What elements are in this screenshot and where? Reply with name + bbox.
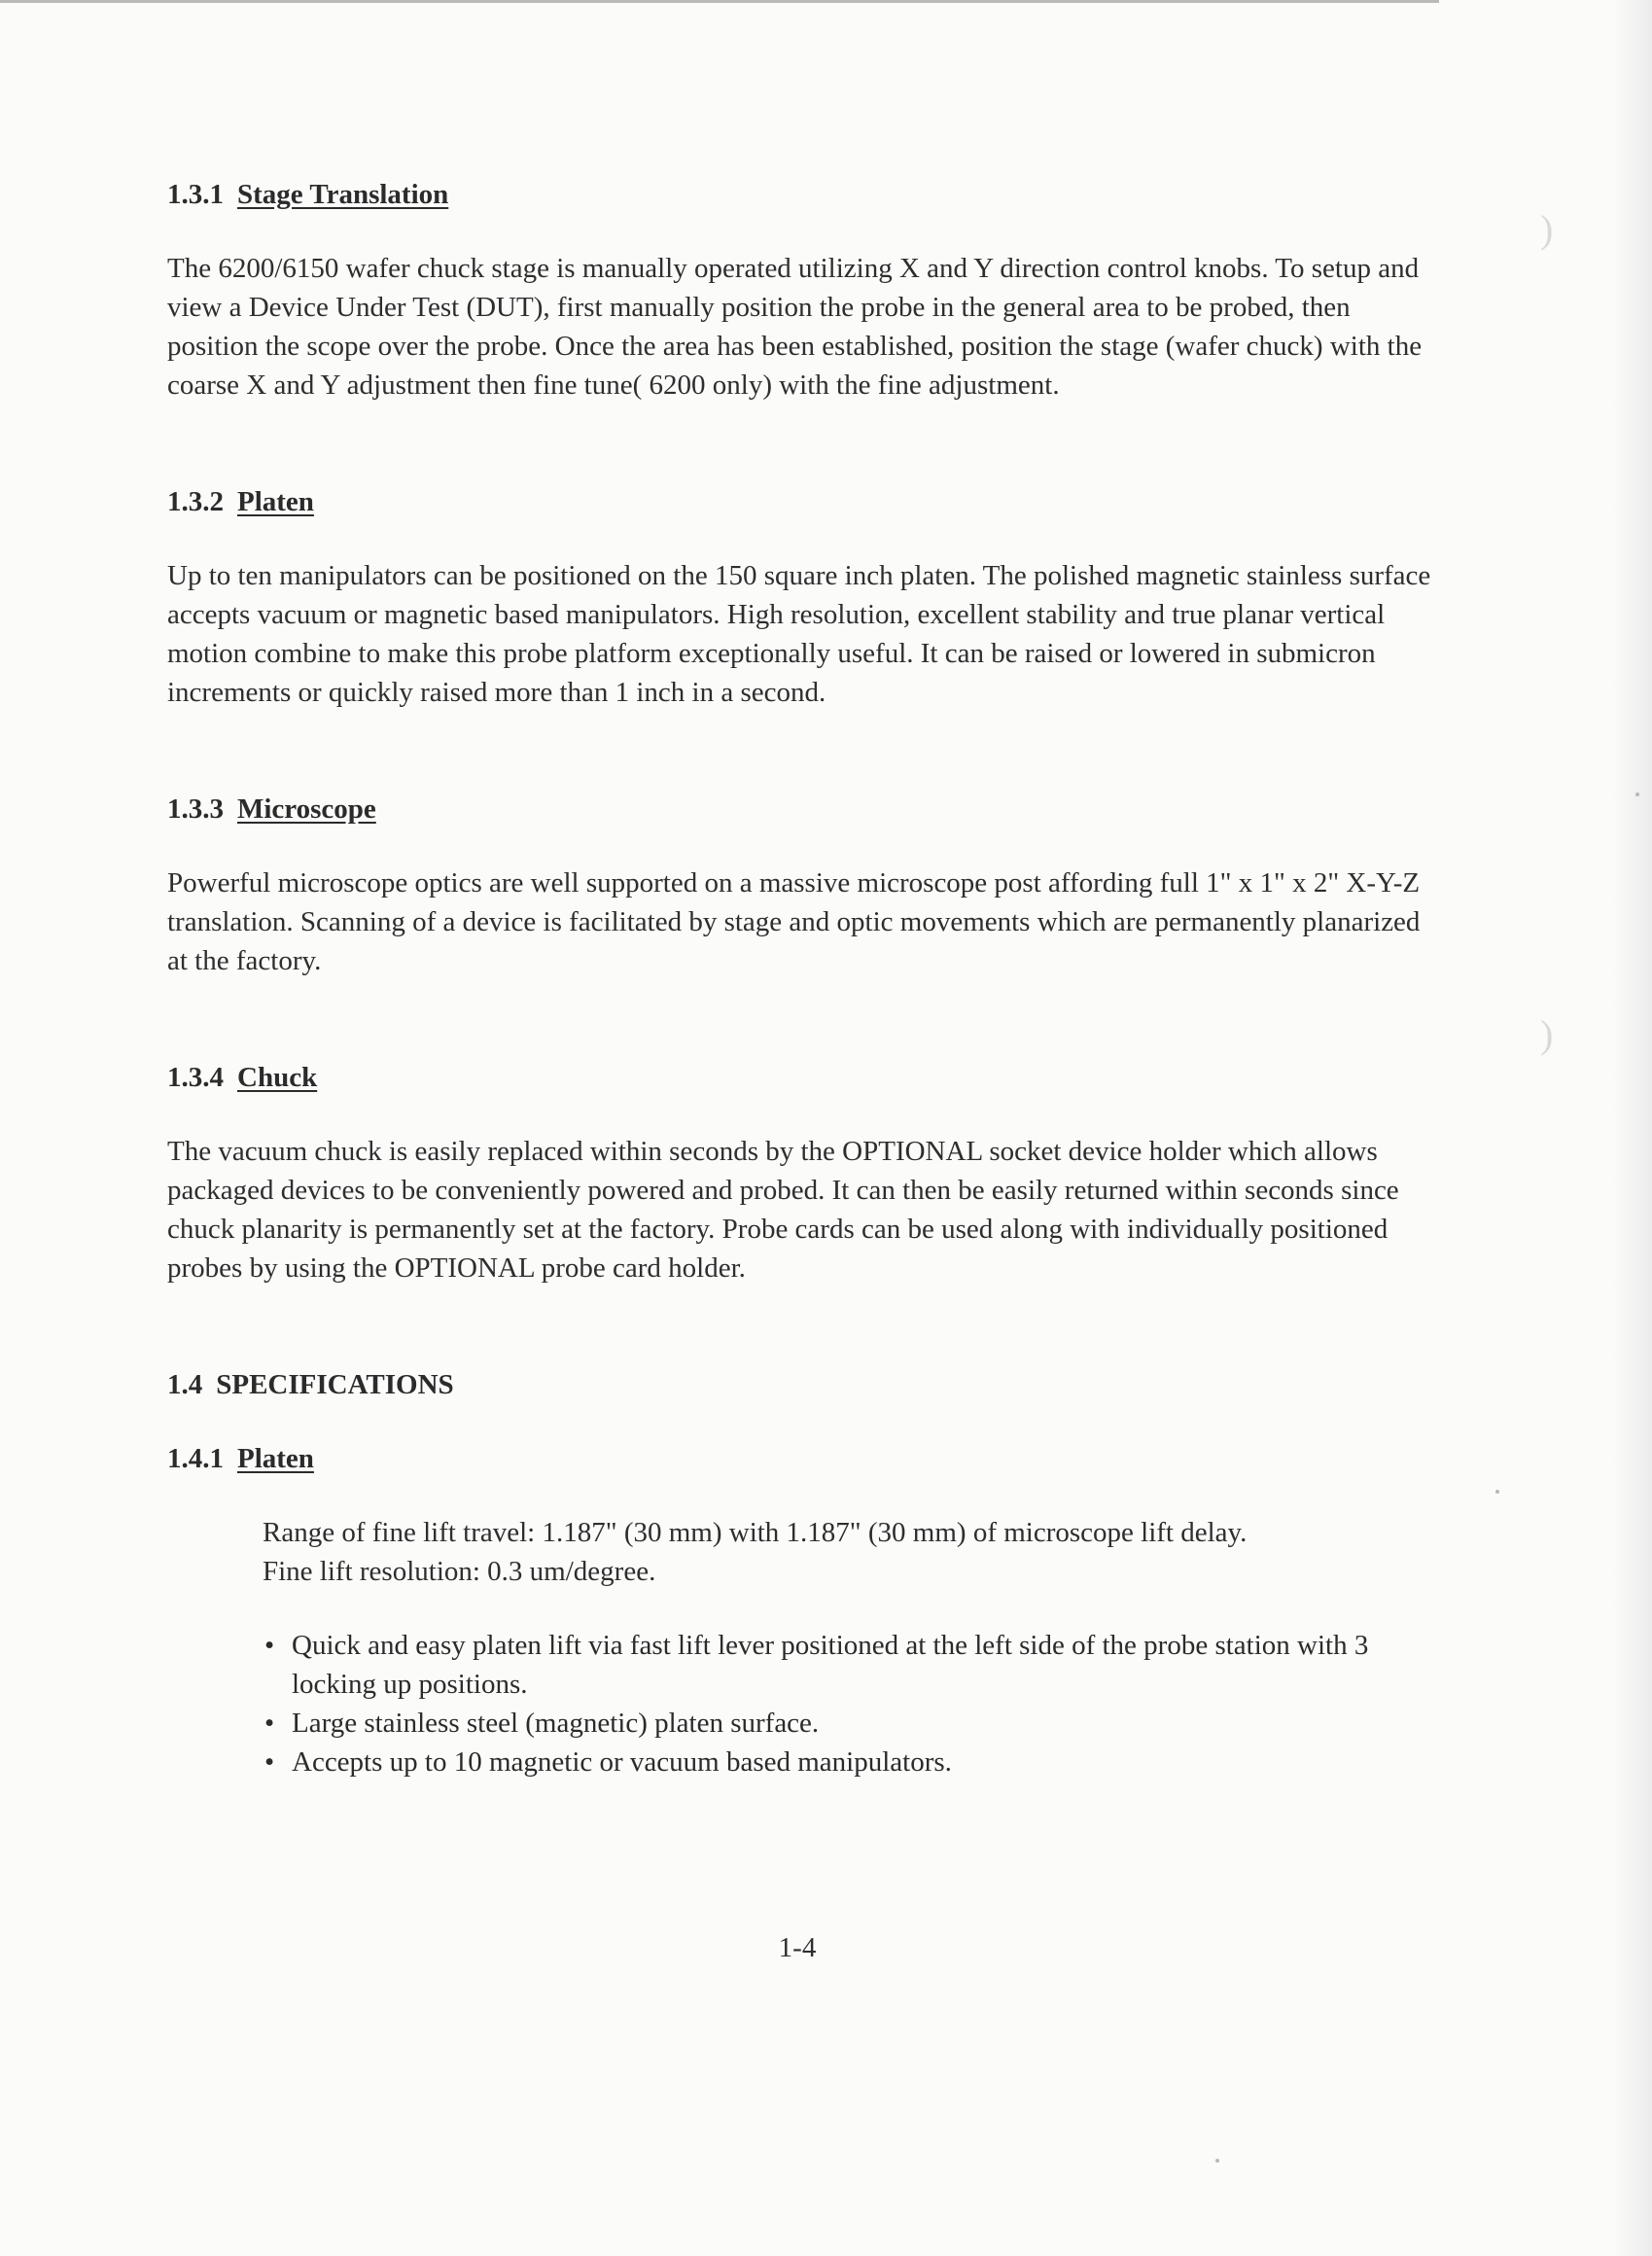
section-title: SPECIFICATIONS [216, 1369, 454, 1400]
scan-speck [1635, 793, 1639, 796]
list-item-text: Accepts up to 10 magnetic or vacuum based manipulators. [292, 1746, 952, 1778]
scan-artifact-mark: ) [1540, 207, 1554, 251]
bullet-icon: • [264, 1708, 275, 1739]
section-number: 1.4.1 [167, 1443, 224, 1474]
section-number: 1.4 [167, 1369, 203, 1400]
section-number: 1.3.3 [167, 793, 224, 825]
section-number: 1.3.4 [167, 1062, 224, 1093]
section-title: Chuck [237, 1062, 318, 1093]
scan-top-edge [0, 0, 1439, 3]
scan-right-edge [1613, 0, 1652, 2256]
section-number: 1.3.1 [167, 179, 224, 210]
list-item [263, 1626, 1431, 1704]
section-heading-1-3-2 [167, 482, 1431, 521]
spec-text-block [263, 1513, 1431, 1591]
section-paragraph: The 6200/6150 wafer chuck stage is manually operated utilizing X and Y direction control knobs. To setup and view a Device Under Test (DUT), first manually position the probe in the general area to be probed, then position the scope over the probe. Once the area has been established, position the stage (wafer chuck) with the coarse X and Y adjustment then fine tune( 6200 only) with the fine adjustment. [167, 253, 1423, 401]
section-heading-1-4 [167, 1365, 1431, 1404]
spec-bullet-list [263, 1626, 1431, 1781]
section-title: Platen [237, 1443, 314, 1474]
document-body [167, 175, 1431, 1781]
bullet-icon: • [264, 1630, 275, 1661]
list-item [263, 1704, 1431, 1743]
section-number: 1.3.2 [167, 486, 224, 517]
list-item-text: Large stainless steel (magnetic) platen surface. [292, 1708, 820, 1739]
section-paragraph: Up to ten manipulators can be positioned on the 150 square inch platen. The polished magnetic stainless surface accepts vacuum or magnetic based manipulators. High resolution, excellent stability and true planar vertical motion combine to make this probe platform exceptionally useful. It can be raised or lowered in submicron increments or quickly raised more than 1 inch in a second. [167, 560, 1431, 708]
spec-line: Range of fine lift travel: 1.187" (30 mm) with 1.187" (30 mm) of microscope lift delay. [263, 1517, 1248, 1548]
section-heading-1-3-4 [167, 1058, 1431, 1097]
list-item [263, 1743, 1431, 1781]
section-title: Platen [237, 486, 314, 517]
section-heading-1-3-3 [167, 790, 1431, 828]
section-paragraph: Powerful microscope optics are well supported on a massive microscope post affording full 1" x 1" x 2" X-Y-Z translation. Scanning of a device is facilitated by stage and optic movements which are permanently planarized at the factory. [167, 867, 1421, 976]
section-heading-1-4-1 [167, 1439, 1431, 1478]
spec-line: Fine lift resolution: 0.3 um/degree. [263, 1556, 656, 1587]
section-title: Microscope [237, 793, 376, 825]
section-title: Stage Translation [237, 179, 449, 210]
section-heading-1-3-1 [167, 175, 1431, 214]
page-number: 1-4 [778, 1932, 817, 1963]
scan-speck [1495, 1490, 1499, 1494]
bullet-icon: • [264, 1746, 275, 1778]
section-paragraph: The vacuum chuck is easily replaced within seconds by the OPTIONAL socket device holder which allows packaged devices to be conveniently powered and probed. It can then be easily returned within seconds since chuck planarity is permanently set at the factory. Probe cards can be used along with individually positioned probes by using the OPTIONAL probe card holder. [167, 1136, 1399, 1284]
list-item-text: Quick and easy platen lift via fast lift lever positioned at the left side of the probe station with 3 locking up positions. [292, 1630, 1369, 1700]
scan-artifact-mark: ) [1540, 1012, 1554, 1056]
scan-speck [1215, 2159, 1219, 2163]
